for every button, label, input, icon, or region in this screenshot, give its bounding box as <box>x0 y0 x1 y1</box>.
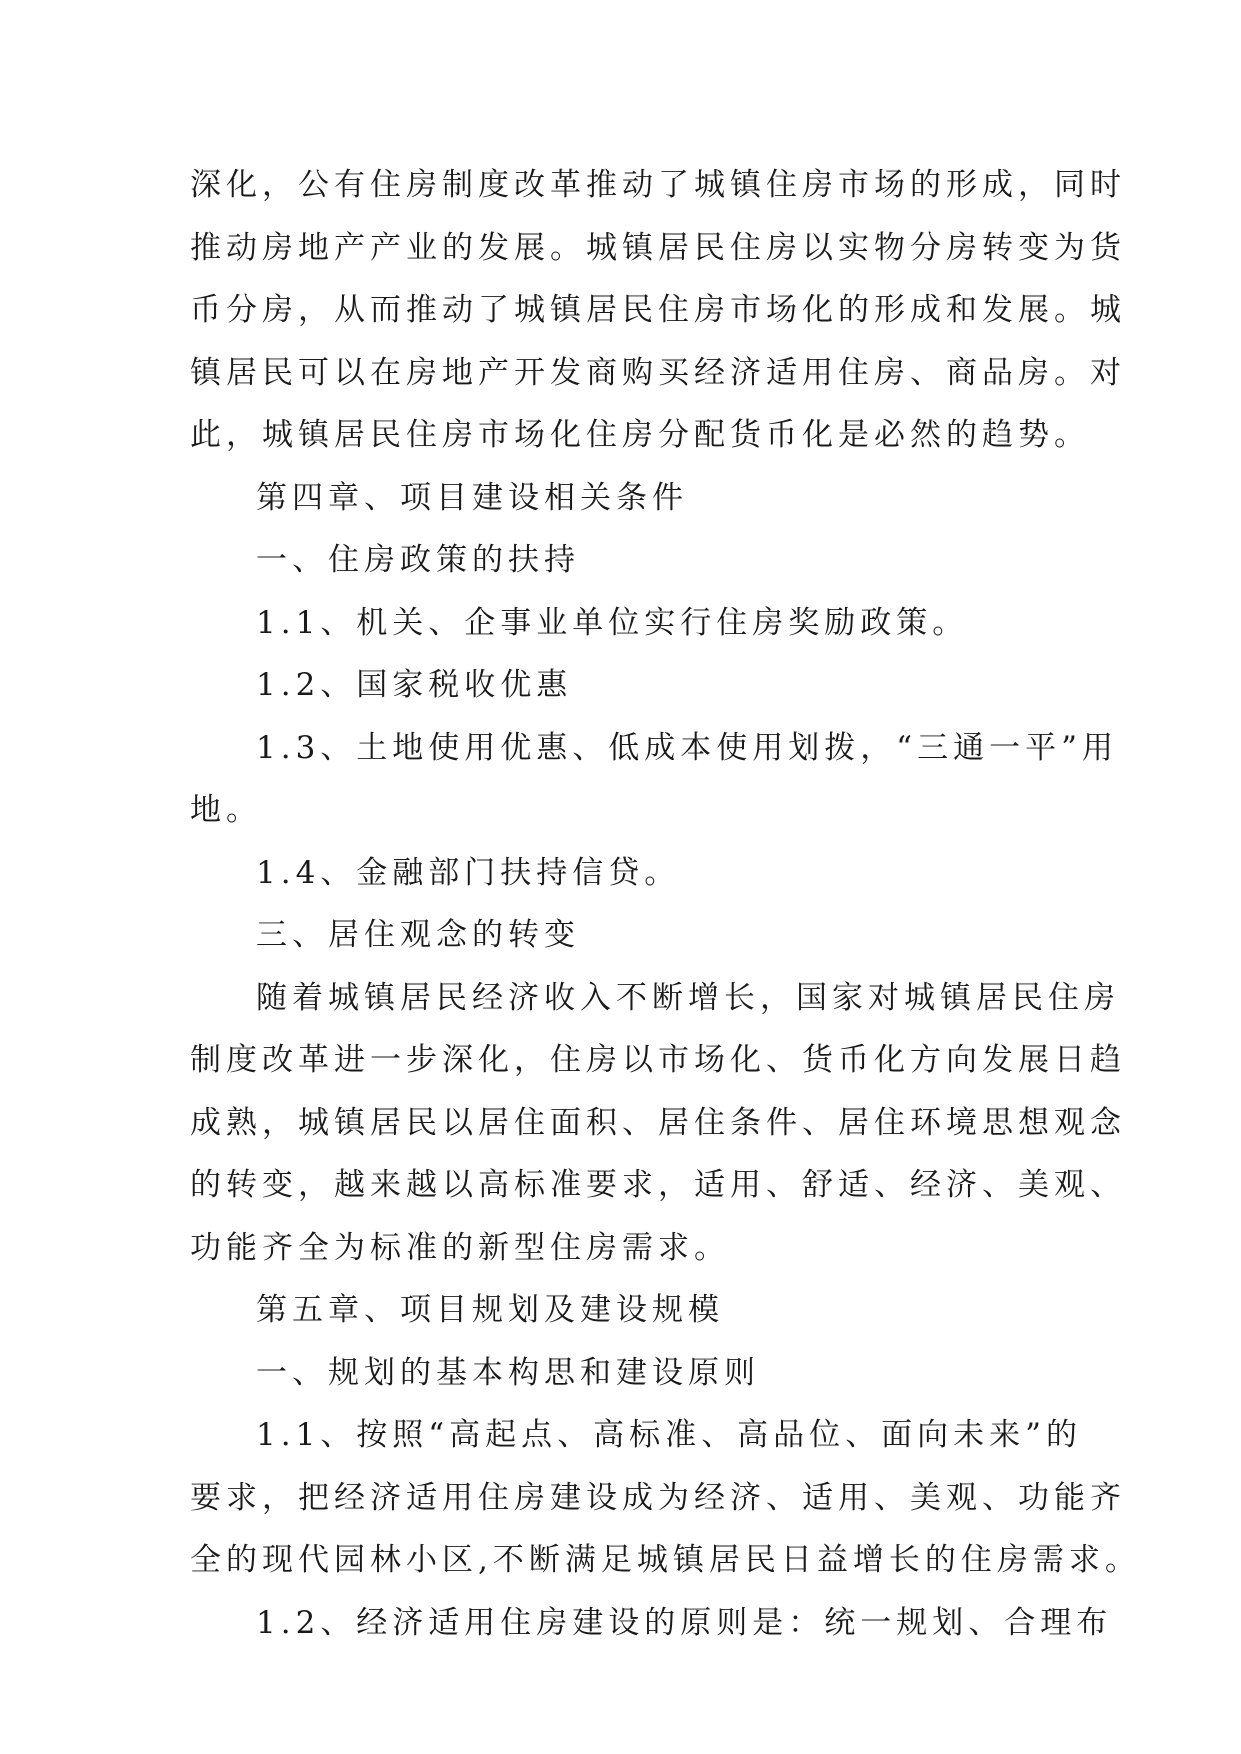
text-line: 地。 <box>190 792 262 828</box>
text-line: 此，城镇居民住房市场化住房分配货币化是必然的趋势。 <box>190 417 1090 453</box>
section-heading: 一、住房政策的扶持 <box>256 542 580 578</box>
text-line: 的转变，越来越以高标准要求，适用、舒适、经济、美观、 <box>190 1167 1126 1203</box>
list-item: 1.2、国家税收优惠 <box>256 667 573 703</box>
document-page <box>190 154 1141 1654</box>
text-line: 推动房地产产业的发展。城镇居民住房以实物分房转变为货 <box>190 229 1126 266</box>
paragraph-start: 随着城镇居民经济收入不断增长，国家对城镇居民住房 <box>256 979 1120 1016</box>
chapter-heading: 第五章、项目规划及建设规模 <box>256 1292 724 1328</box>
text-line: 币分房，从而推动了城镇居民住房市场化的形成和发展。城 <box>190 292 1126 328</box>
text-line: 成熟，城镇居民以居住面积、居住条件、居住环境思想观念 <box>190 1104 1126 1141</box>
section-heading: 一、规划的基本构思和建设原则 <box>256 1354 760 1391</box>
text-line: 深化，公有住房制度改革推动了城镇住房市场的形成，同时 <box>190 167 1126 203</box>
text-line: 制度改革进一步深化，住房以市场化、货币化方向发展日趋 <box>190 1042 1126 1078</box>
text-line: 全的现代园林小区,不断满足城镇居民日益增长的住房需求。 <box>190 1542 1141 1578</box>
list-item: 1.3、土地使用优惠、低成本使用划拨，“三通一平”用 <box>256 729 1118 766</box>
list-item: 1.1、按照“高起点、高标准、高品位、面向未来”的 <box>256 1417 1082 1453</box>
text-line: 要求，把经济适用住房建设成为经济、适用、美观、功能齐 <box>190 1479 1126 1516</box>
list-item: 1.2、经济适用住房建设的原则是：统一规划、合理布 <box>256 1604 1113 1641</box>
section-heading: 三、居住观念的转变 <box>256 917 580 953</box>
list-item: 1.4、金融部门扶持信贷。 <box>256 854 681 891</box>
list-item: 1.1、机关、企事业单位实行住房奖励政策。 <box>256 604 969 641</box>
text-line: 功能齐全为标准的新型住房需求。 <box>190 1229 730 1266</box>
text-line: 镇居民可以在房地产开发商购买经济适用住房、商品房。对 <box>190 354 1126 391</box>
chapter-heading: 第四章、项目建设相关条件 <box>256 479 688 516</box>
